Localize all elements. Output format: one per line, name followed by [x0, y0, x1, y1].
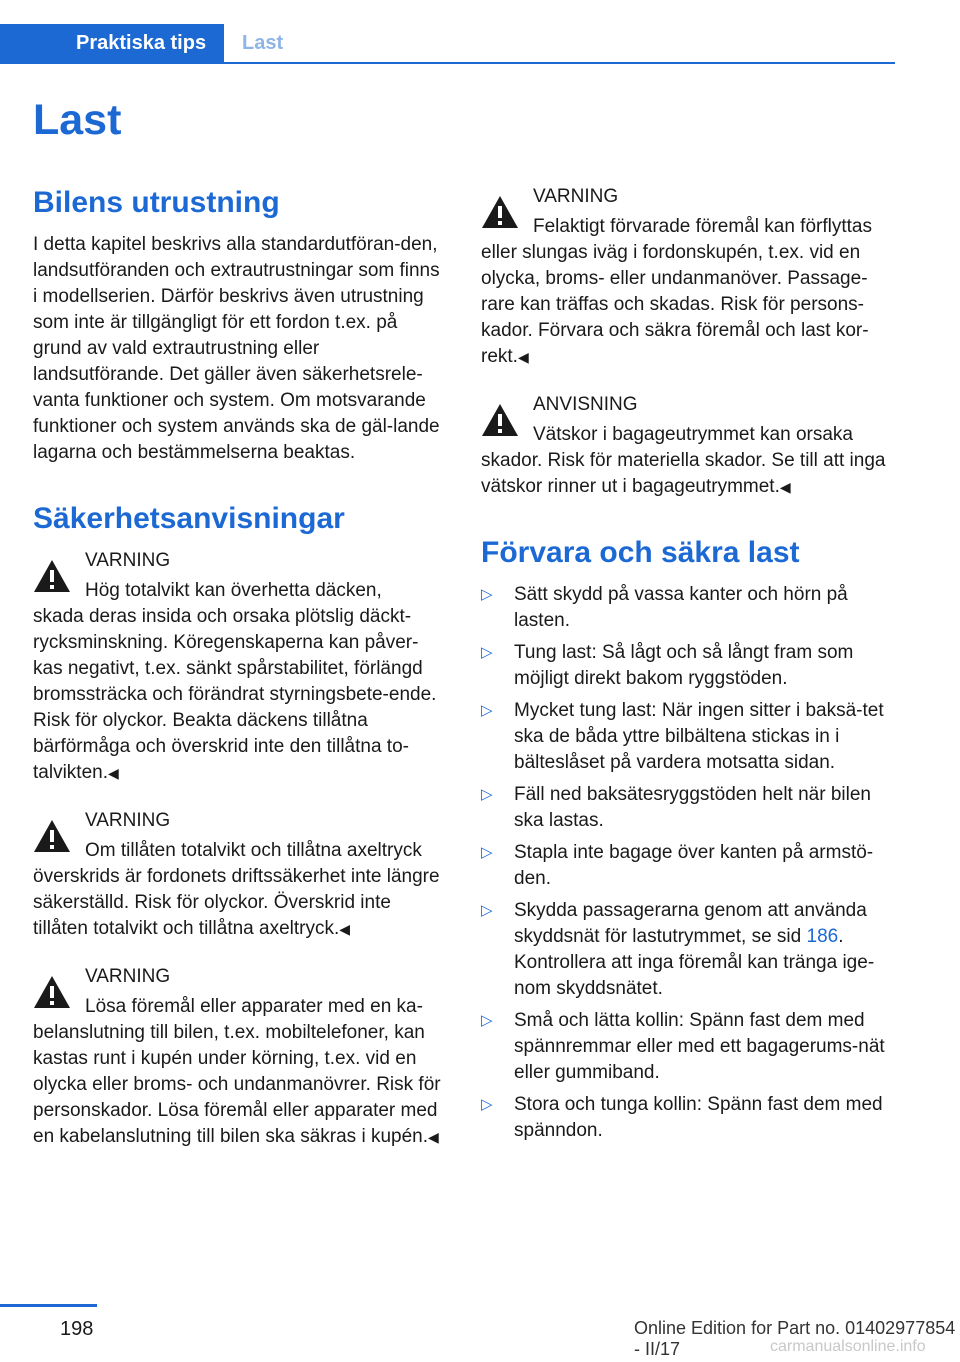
- list-item: ▷ Tung last: Så lågt och så långt fram som möjligt direkt bakom ryggstöden.: [481, 642, 854, 689]
- warning-triangle-icon: [33, 558, 71, 594]
- warning-label: VARNING: [85, 810, 171, 831]
- section-title-cargo: Förvara och säkra last: [481, 536, 800, 569]
- right-column: [481, 184, 895, 1150]
- triangle-right-icon: ▷: [481, 1096, 493, 1113]
- warning-text-rest: eller slungas iväg i fordonskupén, t.ex. vid en olycka, broms- eller undanmanöver. Passage-rare kan träffas och skadas. Risk för persons-kador. Förvara och säkra föremål och last kor-rekt.: [481, 242, 869, 367]
- triangle-right-icon: ▷: [481, 902, 493, 919]
- warning-text: [33, 578, 447, 786]
- warning-label: VARNING: [85, 550, 171, 571]
- breadcrumb-section[interactable]: Last: [242, 32, 284, 54]
- warning-block: [33, 964, 447, 1150]
- warning-text: [481, 214, 895, 370]
- warning-text-first: Om tillåten totalvikt och tillåtna axeltryck: [85, 840, 422, 861]
- breadcrumb-chapter[interactable]: Praktiska tips: [0, 24, 224, 62]
- triangle-right-icon: ▷: [481, 586, 493, 603]
- warning-block: [33, 808, 447, 942]
- warning-block: [33, 548, 447, 786]
- warning-text-rest: överskrids är fordonets driftssäkerhet inte längre säkerställd. Risk för olyckor. Överskrid inte tillåten totalvikt och tillåtna axeltryck.: [33, 866, 440, 939]
- warning-label: VARNING: [85, 966, 171, 987]
- triangle-right-icon: ▷: [481, 644, 493, 661]
- footer-rule: [0, 1304, 97, 1307]
- page-title: Last: [33, 96, 122, 144]
- warning-triangle-icon: [481, 402, 519, 438]
- warning-text-first: Felaktigt förvarade föremål kan förflyttas: [533, 216, 872, 237]
- section-body-equipment: I detta kapitel beskrivs alla standardutföran-den, landsutföranden och extrautrustningar som finns i modellserien. Därför beskrivs även utrustning som inte är tillgängligt för ett fordon t.ex. på grund av vald extrautrustning eller landsutförande. Det gäller även säkerhetsrele-vanta funktioner och system. Om motsvarande funktioner och system används ska de gäl-lande lagarna och bestämmelserna beaktas.: [33, 234, 440, 463]
- triangle-right-icon: ▷: [481, 1012, 493, 1029]
- warning-text: [33, 994, 447, 1150]
- page-number: 198: [60, 1318, 94, 1340]
- page-link[interactable]: 186: [806, 926, 839, 947]
- triangle-left-icon: ◀: [517, 349, 529, 365]
- edition-text: Online Edition for Part no. 01402977854 - II/17: [634, 1318, 956, 1359]
- list-item: ▷ Fäll ned baksätesryggstöden helt när bilen ska lastas.: [481, 784, 872, 831]
- notice-block: [481, 392, 895, 500]
- list-item: ▷ Mycket tung last: När ingen sitter i baksä-tet ska de båda yttre bilbältena stickas in i bälteslåset på vardera motsatta sidan.: [481, 700, 884, 773]
- warning-triangle-icon: [33, 974, 71, 1010]
- list-item: ▷ Skydda passagerarna genom att använda skyddsnät för lastutrymmet, se sid 186. Kontrollera att inga föremål kan tränga ige-nom skyddsnätet.: [481, 900, 875, 999]
- warning-label: VARNING: [533, 186, 619, 207]
- section-title-equipment: Bilens utrustning: [33, 186, 280, 219]
- warning-text: [33, 838, 447, 942]
- section-title-safety: Säkerhetsanvisningar: [33, 502, 345, 535]
- notice-text-rest: skador. Risk för materiella skador. Se till att inga vätskor rinner ut i bagageutrymmet.: [481, 450, 886, 497]
- list-item: ▷ Små och lätta kollin: Spänn fast dem med spännremmar eller med ett bagagerums-nät eller gummiband.: [481, 1010, 885, 1083]
- warning-text-rest: belanslutning till bilen, t.ex. mobiltelefoner, kan kastas runt i kupén under körning, t.ex. vid en olycka eller broms- och undanmanövrer. Risk för personskador. Lösa föremål eller apparater med en kabelanslutning till bilen ska säkras i kupén.: [33, 1022, 441, 1147]
- notice-text-first: Vätskor i bagageutrymmet kan orsaka: [533, 424, 853, 445]
- warning-triangle-icon: [481, 194, 519, 230]
- triangle-left-icon: ◀: [339, 921, 351, 937]
- list-item: ▷ Sätt skydd på vassa kanter och hörn på lasten.: [481, 584, 848, 631]
- triangle-left-icon: ◀: [428, 1129, 439, 1145]
- list-item: ▷ Stapla inte bagage över kanten på armstö-den.: [481, 842, 874, 889]
- warning-block: [481, 184, 895, 370]
- watermark: carmanualsonline.info: [770, 1338, 926, 1355]
- cargo-list: [481, 582, 895, 1144]
- warning-text-rest: skada deras insida och orsaka plötslig däckt-rycksminskning. Köregenskaperna kan påver-kas negativt, t.ex. sänkt spårstabilitet, förlängd bromssträcka och förändrat styrningsbete-ende. Risk för olyckor. Beakta däckens tillåtna bärförmåga och överskrid inte den tillåtna to-talvikten.: [33, 606, 437, 783]
- triangle-right-icon: ▷: [481, 844, 493, 861]
- notice-text: [481, 422, 895, 500]
- header-bar: [0, 0, 895, 64]
- warning-text-first: Lösa föremål eller apparater med en ka-: [85, 996, 423, 1017]
- warning-text-first: Hög totalvikt kan överhetta däcken,: [85, 580, 382, 601]
- warning-triangle-icon: [33, 818, 71, 854]
- triangle-left-icon: ◀: [107, 765, 119, 781]
- triangle-right-icon: ▷: [481, 786, 493, 803]
- list-item: ▷ Stora och tunga kollin: Spänn fast dem med spänndon.: [481, 1094, 883, 1141]
- triangle-left-icon: ◀: [779, 479, 791, 495]
- notice-label: ANVISNING: [533, 394, 638, 415]
- triangle-right-icon: ▷: [481, 702, 493, 719]
- left-column: [33, 184, 447, 1150]
